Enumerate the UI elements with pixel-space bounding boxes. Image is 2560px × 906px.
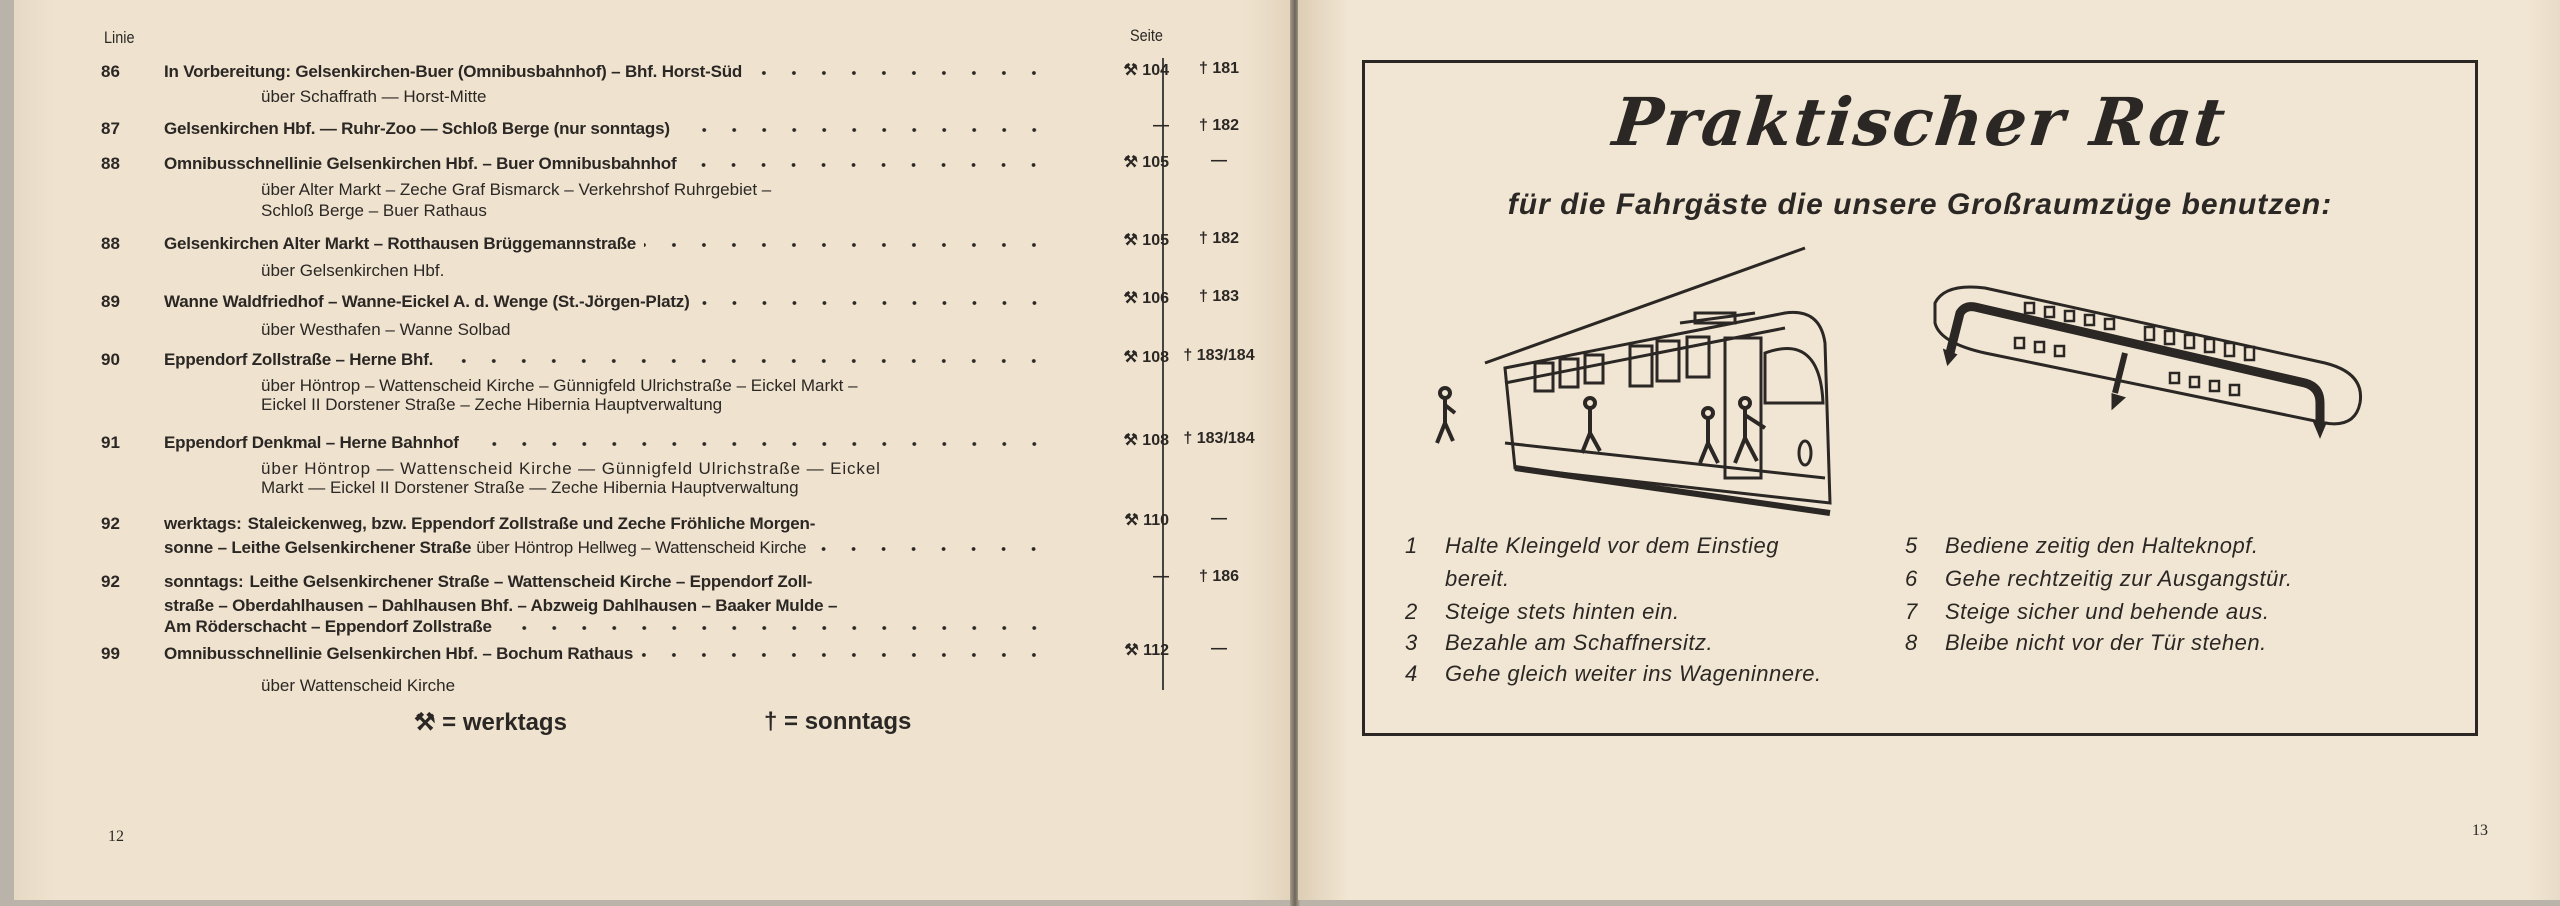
route-title: Omnibusschnellinie Gelsenkirchen Hbf. – Buer Omnibusbahnhof [164, 154, 677, 173]
right-page [1298, 0, 2560, 900]
page-number: 12 [108, 828, 124, 845]
route-via: Schloß Berge – Buer Rathaus [261, 201, 487, 220]
line-number: 91 [101, 433, 120, 452]
route-title: sonne – Leithe Gelsenkirchener Straße [164, 538, 472, 557]
werktags-page: ⚒ 108 [1123, 432, 1169, 449]
route-via: über Höntrop Hellweg – Wattenscheid Kirche [476, 538, 807, 557]
tip-item: 1 Halte Kleingeld vor dem Einstieg [1405, 533, 1779, 558]
route-title: Am Röderschacht – Eppendorf Zollstraße [164, 617, 492, 636]
route-title: Gelsenkirchen Hbf. — Ruhr-Zoo — Schloß Berge (nur sonntags) [164, 119, 670, 138]
sonntags-page: † 183 [1198, 288, 1240, 305]
tip-item: 5 Bediene zeitig den Halteknopf. [1905, 533, 2259, 558]
werktags-page: ⚒ 105 [1123, 232, 1169, 249]
route-title: Omnibusschnellinie Gelsenkirchen Hbf. – Bochum Rathaus [164, 644, 634, 663]
werktags-page: ⚒ 112 [1124, 642, 1169, 659]
header-page: Seite [1130, 26, 1163, 45]
werktags-page: — [1153, 117, 1169, 134]
route-title: Eppendorf Denkmal – Herne Bahnhof [164, 433, 459, 452]
werktags-page: — [1153, 568, 1169, 585]
route-title: Eppendorf Zollstraße – Herne Bhf. [164, 350, 434, 369]
werktags-page: ⚒ 106 [1123, 290, 1169, 307]
tram-illustration [1425, 243, 2425, 533]
tip-item: 8 Bleibe nicht vor der Tür stehen. [1905, 630, 2267, 655]
sonntags-page: — [1211, 510, 1227, 527]
werktags-page: ⚒ 104 [1123, 62, 1169, 79]
route-via: über Höntrop — Wattenscheid Kirche — Günnigfeld Ulrichstraße — Eickel [261, 459, 881, 478]
tip-item: 3 Bezahle am Schaffnersitz. [1405, 630, 1714, 655]
route-via: über Wattenscheid Kirche [261, 676, 456, 695]
sonntags-page: — [1211, 152, 1227, 169]
line-number: 86 [101, 62, 120, 81]
line-number: 87 [101, 119, 120, 138]
sonntags-page: † 182 [1198, 230, 1240, 247]
route-title: Leithe Gelsenkirchener Straße – Wattenscheid Kirche – Eppendorf Zoll- [249, 572, 813, 591]
sonntags-page: † 186 [1198, 568, 1240, 585]
tip-item: 4 Gehe gleich weiter ins Wageninnere. [1405, 661, 1822, 686]
route-via: über Gelsenkirchen Hbf. [261, 261, 445, 280]
line-number: 92 [101, 572, 120, 591]
line-number: 90 [101, 350, 120, 369]
line-number: 92 [101, 514, 120, 533]
sonntags-page: — [1211, 640, 1227, 657]
werktags-page: ⚒ 105 [1123, 154, 1169, 171]
route-title: Gelsenkirchen Alter Markt – Rotthausen Brüggemannstraße [164, 234, 637, 253]
route-via: über Westhafen – Wanne Solbad [261, 320, 511, 339]
legend-werktags: ⚒ = werktags [414, 709, 567, 736]
route-title: Staleickenweg, bzw. Eppendorf Zollstraße und Zeche Fröhliche Morgen- [247, 514, 816, 533]
route-title: In Vorbereitung: Gelsenkirchen-Buer (Omnibusbahnhof) – Bhf. Horst-Süd [164, 62, 743, 81]
line-number: 89 [101, 292, 120, 311]
sonntags-page: † 183/184 [1183, 430, 1255, 447]
advice-title: Praktischer Rat [1609, 83, 2231, 161]
page-number: 13 [2472, 822, 2488, 839]
route-prefix: sonntags: [164, 572, 244, 591]
tip-item-continued: bereit. [1445, 566, 1510, 591]
route-via: Markt — Eickel II Dorstener Straße — Zeche Hibernia Hauptverwaltung [261, 478, 799, 497]
route-via: über Höntrop – Wattenscheid Kirche – Günnigfeld Ulrichstraße – Eickel Markt – [261, 376, 858, 395]
sonntags-page: † 182 [1198, 117, 1240, 134]
route-via: Eickel II Dorstener Straße – Zeche Hibernia Hauptverwaltung [261, 395, 723, 414]
tip-item: 2 Steige stets hinten ein. [1405, 599, 1680, 624]
tip-item: 6 Gehe rechtzeitig zur Ausgangstür. [1905, 566, 2293, 591]
route-via: über Alter Markt – Zeche Graf Bismarck – Verkehrshof Ruhrgebiet – [261, 180, 772, 199]
header-line: Linie [104, 28, 135, 47]
route-via: über Schaffrath — Horst-Mitte [261, 87, 487, 106]
line-number: 88 [101, 154, 120, 173]
werktags-page: ⚒ 110 [1124, 512, 1169, 529]
left-page [14, 0, 1292, 900]
sonntags-page: † 181 [1198, 60, 1240, 77]
advice-box [1362, 60, 2478, 736]
route-title: straße – Oberdahlhausen – Dahlhausen Bhf. – Abzweig Dahlhausen – Baaker Mulde – [164, 596, 838, 615]
route-title: Wanne Waldfriedhof – Wanne-Eickel A. d. Wenge (St.-Jörgen-Platz) [164, 292, 690, 311]
advice-subtitle: für die Fahrgäste die unsere Großraumzüge benutzen: [1507, 188, 2333, 221]
line-number: 88 [101, 234, 120, 253]
werktags-page: ⚒ 108 [1123, 349, 1169, 366]
sonntags-page: † 183/184 [1183, 347, 1255, 364]
legend-sonntags: † = sonntags [764, 708, 912, 735]
line-number: 99 [101, 644, 120, 663]
route-prefix: werktags: [164, 514, 242, 533]
tip-item: 7 Steige sicher und behende aus. [1905, 599, 2270, 624]
